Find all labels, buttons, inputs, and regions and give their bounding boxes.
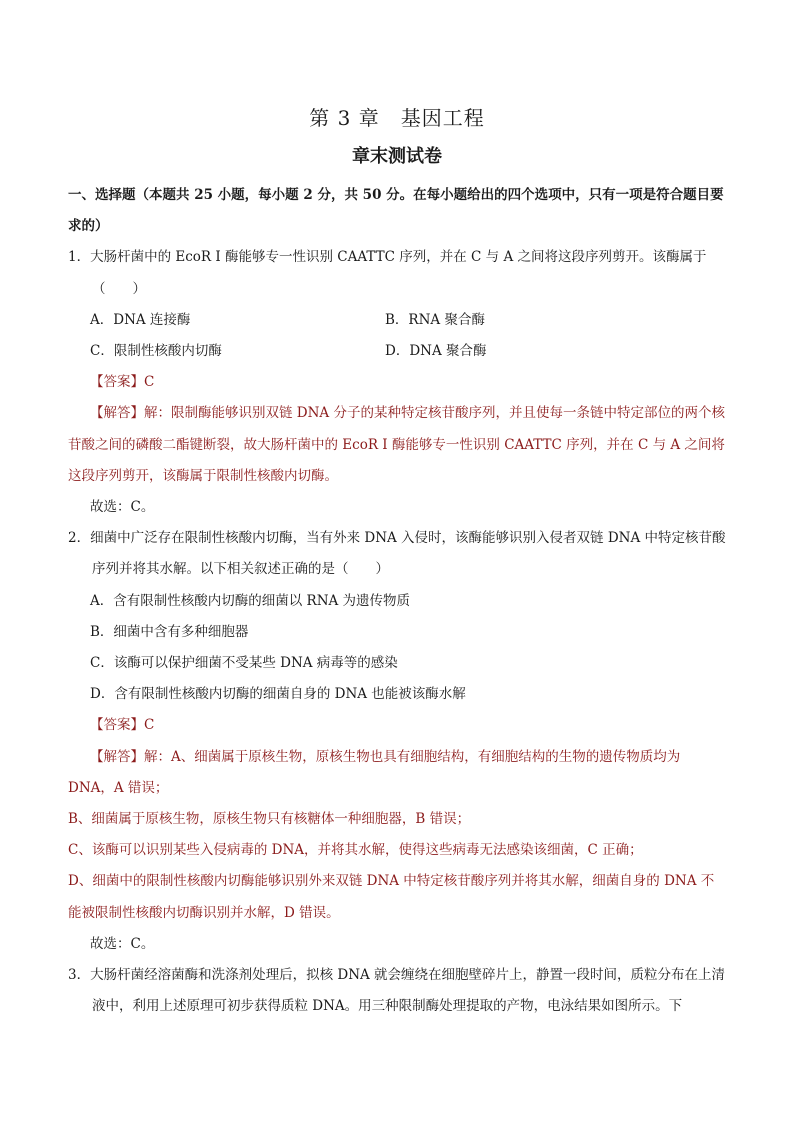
- question-2-option-b: B．细菌中含有多种细胞器: [90, 623, 249, 640]
- section-heading: 一、选择题（本题共 25 小题，每小题 2 分，共 50 分。在每小题给出的四个选项中，只有一项是符合题目要求的）: [68, 187, 724, 235]
- question-1-option-a: A．DNA 连接酶: [90, 311, 191, 328]
- question-2: [68, 523, 726, 960]
- question-2-answer: 【答案】C: [90, 717, 155, 734]
- question-3: [68, 960, 726, 1022]
- question-1: [68, 242, 726, 523]
- test-subtitle: 章末测试卷: [352, 146, 442, 167]
- question-2-option-a: A．含有限制性核酸内切酶的细菌以 RNA 为遗传物质: [90, 592, 411, 609]
- document-body: [68, 180, 726, 1022]
- question-2-option-c: C．该酶可以保护细菌不受某些 DNA 病毒等的感染: [90, 655, 398, 672]
- question-1-option-b: B．RNA 聚合酶: [385, 311, 485, 328]
- question-2-explanation-a: 【解答】解：A、细菌属于原核生物，原核生物也具有细胞结构，有细胞结构的生物的遗传物质均为 DNA，A 错误；: [68, 748, 681, 796]
- question-2-option-d: D．含有限制性核酸内切酶的细菌自身的 DNA 也能被该酶水解: [90, 686, 466, 703]
- question-1-conclusion: 故选：C。: [90, 499, 155, 516]
- question-1-answer: 【答案】C: [90, 374, 155, 391]
- question-1-option-c: C．限制性核酸内切酶: [90, 343, 222, 360]
- question-2-stem: 2．细菌中广泛存在限制性核酸内切酶，当有外来 DNA 入侵时，该酶能够识别入侵者双链 DNA 中特定核苷酸序列并将其水解。以下相关叙述正确的是（ ）: [68, 530, 726, 578]
- question-1-options-row-2: [68, 336, 726, 367]
- question-2-explanation-d: D、细菌中的限制性核酸内切酶能够识别外来双链 DNA 中特定核苷酸序列并将其水解，细菌自身的 DNA 不能被限制性核酸内切酶识别并水解，D 错误。: [68, 873, 715, 921]
- question-3-stem: 3．大肠杆菌经溶菌酶和洗涤剂处理后，拟核 DNA 就会缠绕在细胞壁碎片上，静置一段时间，质粒分布在上清液中，利用上述原理可初步获得质粒 DNA。用三种限制酶处理提取的产物，电泳结果如图所示。下: [68, 967, 726, 1015]
- question-2-explanation-c: C、该酶可以识别某些入侵病毒的 DNA，并将其水解，使得这些病毒无法感染该细菌，C 正确；: [68, 842, 643, 859]
- chapter-title: 第 3 章 基因工程: [309, 106, 485, 130]
- question-1-options-row-1: [68, 305, 726, 336]
- question-2-conclusion: 故选：C。: [90, 935, 155, 952]
- question-1-option-d: D．DNA 聚合酶: [385, 343, 487, 360]
- question-2-explanation-b: B、细菌属于原核生物，原核生物只有核糖体一种细胞器，B 错误；: [68, 811, 471, 828]
- question-1-stem: 1．大肠杆菌中的 EcoR I 酶能够专一性识别 CAATTC 序列，并在 C 与 A 之间将这段序列剪开。该酶属于（ ）: [68, 249, 707, 297]
- question-1-explanation: 【解答】解：限制酶能够识别双链 DNA 分子的某种特定核苷酸序列，并且使每一条链中特定部位的两个核苷酸之间的磷酸二酯键断裂，故大肠杆菌中的 EcoR I 酶能够专一性识别 CAATTC 序列，并在 C 与 A 之间将这段序列剪开，该酶属于限制性核酸内切酶。: [68, 405, 725, 484]
